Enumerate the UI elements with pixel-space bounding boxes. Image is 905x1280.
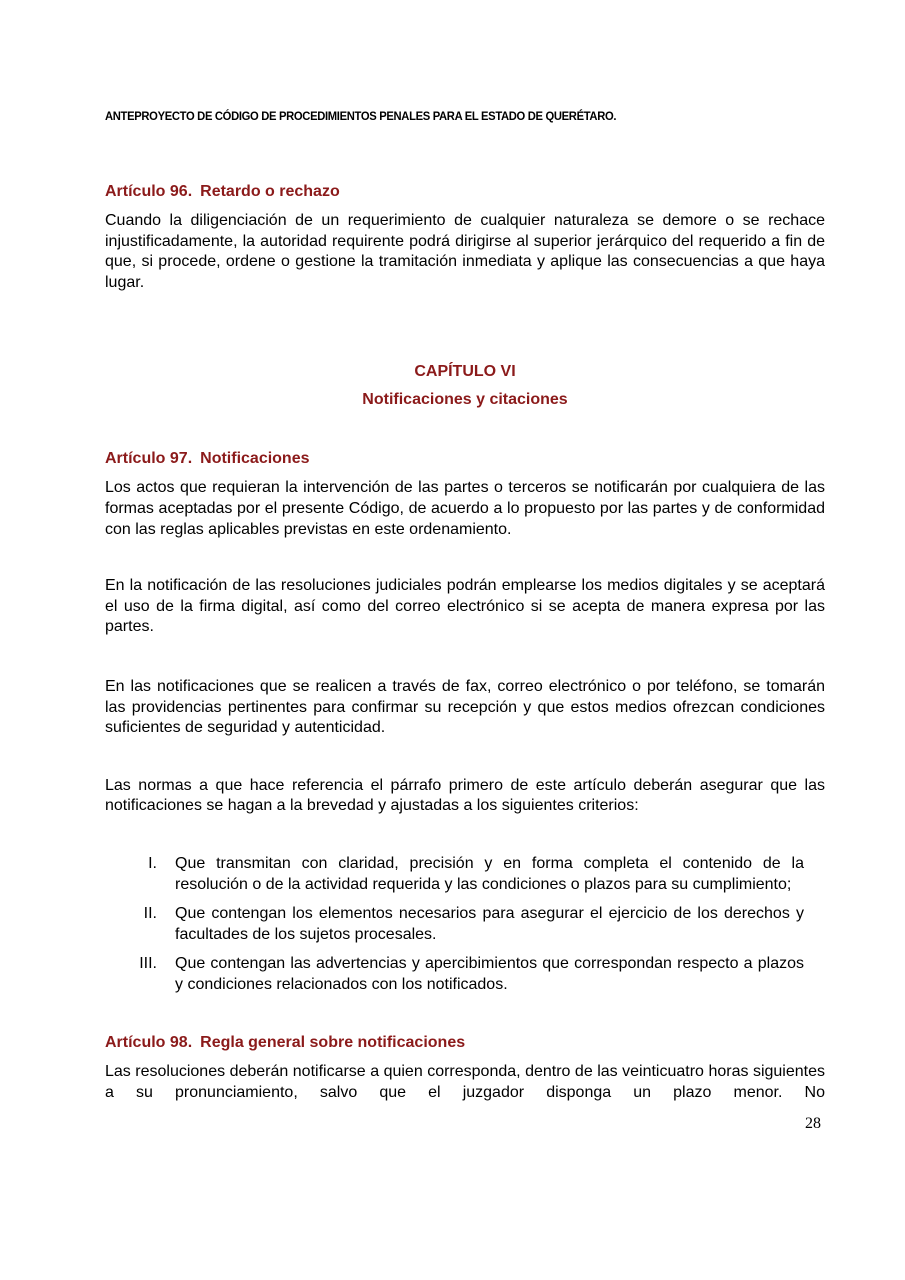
list-number: I. — [148, 854, 157, 872]
document-header: ANTEPROYECTO DE CÓDIGO DE PROCEDIMIENTOS PENALES PARA EL ESTADO DE QUERÉTARO. — [105, 109, 617, 123]
list-number: II. — [143, 905, 157, 923]
chapter-title: Notificaciones y citaciones — [362, 391, 568, 409]
list-number: III. — [139, 955, 157, 973]
article-title: Notificaciones — [200, 450, 310, 468]
article-title: Regla general sobre notificaciones — [200, 1034, 466, 1052]
article-96-heading — [105, 182, 825, 202]
list-row — [105, 904, 825, 945]
article-97-paragraph: En las notificaciones que se realicen a través de fax, correo electrónico o por teléfono, se tomarán las providencias pertinentes para confirmar su recepción y que estos medios ofrezcan condiciones suficientes de seguridad y autenticidad. — [105, 677, 825, 737]
article-title: Retardo o rechazo — [200, 183, 340, 200]
list-row — [105, 854, 825, 895]
article-97-paragraph: Los actos que requieran la intervención de las partes o terceros se notificarán por cualquiera de las formas aceptadas por el presente Código, de acuerdo a lo propuesto por las partes y de conformidad con las reglas aplicables previstas en este ordenamiento. — [105, 479, 825, 538]
list-item: Que transmitan con claridad, precisión y en forma completa el contenido de la resolución o de la actividad requerida y las condiciones o plazos para su cumplimiento; — [175, 854, 804, 893]
chapter-label: CAPÍTULO VI — [414, 363, 516, 381]
article-number: Artículo 98. — [105, 1034, 193, 1052]
article-97-paragraph: Las normas a que hace referencia el párrafo primero de este artículo deberán asegurar que las notificaciones se hagan a la brevedad y ajustadas a los siguientes criterios: — [105, 776, 825, 815]
list-item: Que contengan las advertencias y apercibimientos que correspondan respecto a plazos y condiciones relacionados con los notificados. — [175, 955, 804, 993]
article-97-paragraph: En la notificación de las resoluciones judiciales podrán emplearse los medios digitales y se aceptará el uso de la firma digital, así como del correo electrónico si se acepta de manera expresa por las partes. — [105, 577, 825, 636]
article-number: Artículo 96. — [105, 183, 193, 200]
page-number: 28 — [805, 1114, 821, 1132]
list-item: Que contengan los elementos necesarios para asegurar el ejercicio de los derechos y facultades de los sujetos procesales. — [175, 905, 804, 943]
article-98-text: Las resoluciones deberán notificarse a quien corresponda, dentro de las veinticuatro horas siguientes a su pronunciamiento, salvo que el juzgador disponga un plazo menor. No — [105, 1063, 825, 1102]
article-96-text: Cuando la diligenciación de un requerimiento de cualquier naturaleza se demore o se rechace injustificadamente, la autoridad requirente podrá dirigirse al superior jerárquico del requerido a fin de que, si procede, ordene o gestione la tramitación inmediata y aplique las consecuencias a que haya lugar. — [105, 212, 825, 291]
article-97-heading — [105, 449, 825, 469]
article-number: Artículo 97. — [105, 450, 193, 468]
article-98-heading — [105, 1033, 825, 1053]
list-row — [105, 954, 825, 995]
